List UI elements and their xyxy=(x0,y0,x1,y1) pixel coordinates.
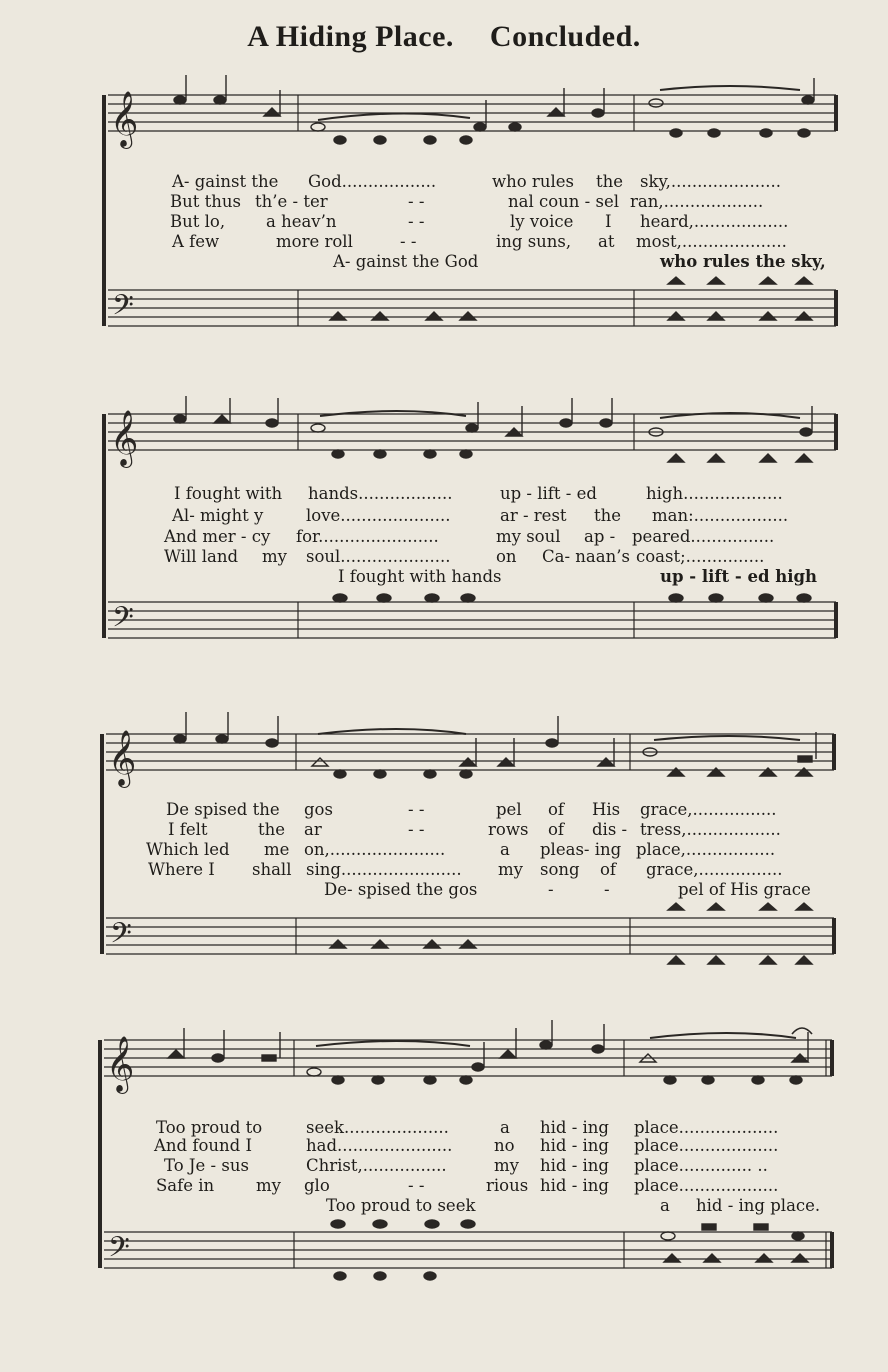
lyric-syllable: And mer - cy xyxy=(164,527,271,546)
lyric-syllable: who rules xyxy=(492,172,574,191)
lyric-syllable: - - xyxy=(408,820,425,839)
lyric-syllable: my soul xyxy=(496,527,561,546)
lyric-syllable: grace,................ xyxy=(646,860,783,879)
lyric-syllable: gos xyxy=(304,800,333,819)
music-system-3 xyxy=(0,704,888,1004)
lyric-syllable: man:.................. xyxy=(652,506,789,525)
lyric-syllable: pel xyxy=(496,800,522,819)
lyric-syllable: - - xyxy=(408,192,425,211)
lyric-syllable: Ca- naan’s xyxy=(542,547,630,566)
music-system-1 xyxy=(0,70,888,370)
lyric-syllable: I xyxy=(605,212,612,231)
lyric-syllable: the xyxy=(596,172,624,191)
lyric-syllable: my xyxy=(262,547,287,566)
lyric-syllable: me xyxy=(264,840,290,859)
lyric-syllable: ap - xyxy=(584,527,616,546)
bass-lyric: - xyxy=(604,880,610,899)
svg-text:𝄞: 𝄞 xyxy=(108,730,137,786)
lyric-syllable: place.............. .. xyxy=(634,1156,768,1175)
lyric-syllable: sky,..................... xyxy=(640,172,781,191)
lyric-syllable: place................... xyxy=(634,1136,779,1155)
lyric-syllable: sing....................... xyxy=(306,860,462,879)
bass-lyric: De- spised the gos xyxy=(324,880,478,899)
lyric-syllable: song xyxy=(540,860,580,879)
lyric-syllable: a heav’n xyxy=(266,212,337,231)
svg-text:𝄢: 𝄢 xyxy=(108,1231,130,1271)
lyric-syllable: But lo, xyxy=(170,212,226,231)
lyric-syllable: Al- might y xyxy=(172,506,264,525)
lyric-syllable: the xyxy=(258,820,286,839)
bass-lyric: up - lift - ed high xyxy=(660,567,818,586)
svg-text:𝄞: 𝄞 xyxy=(110,410,139,466)
bass-lyric: - xyxy=(548,880,554,899)
lyric-syllable: - - xyxy=(400,232,417,251)
lyric-syllable: a xyxy=(500,840,510,859)
svg-text:𝄢: 𝄢 xyxy=(112,601,134,641)
lyric-syllable: most,.................... xyxy=(636,232,787,251)
lyric-syllable: high................... xyxy=(646,484,783,503)
lyric-syllable: at xyxy=(598,232,615,251)
lyric-syllable: my xyxy=(494,1156,519,1175)
bass-lyric: who rules the sky, xyxy=(660,252,826,271)
lyric-syllable: hands.................. xyxy=(308,484,453,503)
bass-lyric: pel of His grace xyxy=(678,880,811,899)
lyric-syllable: on,...................... xyxy=(304,840,446,859)
lyric-syllable: His xyxy=(592,800,621,819)
lyric-syllable: had...................... xyxy=(306,1136,453,1155)
title-suffix: Concluded. xyxy=(489,20,641,53)
lyric-syllable: nal coun - sel xyxy=(508,192,619,211)
svg-text:𝄢: 𝄢 xyxy=(112,289,134,329)
lyric-syllable: for....................... xyxy=(296,527,439,546)
lyric-syllable: a xyxy=(500,1118,510,1137)
lyric-syllable: my xyxy=(256,1176,281,1195)
music-system-4 xyxy=(0,1018,888,1318)
lyric-syllable: tress,.................. xyxy=(640,820,781,839)
title-main: A Hiding Place. xyxy=(247,20,454,53)
lyric-syllable: To Je - sus xyxy=(164,1156,249,1175)
lyric-syllable: And found I xyxy=(154,1136,252,1155)
lyric-syllable: rows xyxy=(488,820,529,839)
lyric-syllable: But thus xyxy=(170,192,241,211)
bass-lyric: I fought with hands xyxy=(338,567,502,586)
lyric-syllable: seek.................... xyxy=(306,1118,449,1137)
bass-lyric: Too proud to seek xyxy=(326,1196,476,1215)
lyric-syllable: soul..................... xyxy=(306,547,451,566)
bass-lyric: hid - ing place. xyxy=(696,1196,821,1215)
lyric-syllable: A- gainst the xyxy=(172,172,279,191)
bass-lyric: a xyxy=(660,1196,670,1215)
lyric-syllable: ran,................... xyxy=(630,192,764,211)
lyric-syllable: of xyxy=(548,800,565,819)
lyric-syllable: Safe in xyxy=(156,1176,215,1195)
lyric-syllable: Which led xyxy=(146,840,230,859)
page-title xyxy=(0,20,888,54)
music-system-2 xyxy=(0,392,888,692)
lyric-syllable: pleas- ing xyxy=(540,840,622,859)
lyric-syllable: of xyxy=(600,860,617,879)
lyric-syllable: I fought with xyxy=(174,484,283,503)
lyric-syllable: Christ,................ xyxy=(306,1156,447,1175)
bass-lyric: A- gainst the God xyxy=(333,252,479,271)
lyric-syllable: glo xyxy=(304,1176,330,1195)
lyric-syllable: place,................. xyxy=(636,840,776,859)
lyric-syllable: Where I xyxy=(148,860,215,879)
lyric-syllable: shall xyxy=(252,860,292,879)
lyric-syllable: heard,.................. xyxy=(640,212,789,231)
lyric-syllable: place................... xyxy=(634,1118,779,1137)
lyric-syllable: I felt xyxy=(168,820,208,839)
lyric-syllable: - - xyxy=(408,800,425,819)
svg-text:𝄞: 𝄞 xyxy=(106,1036,135,1092)
lyric-syllable: peared................ xyxy=(632,527,775,546)
lyric-syllable: my xyxy=(498,860,523,879)
lyric-syllable: ing suns, xyxy=(496,232,572,251)
lyric-syllable: love..................... xyxy=(306,506,451,525)
lyric-syllable: coast;............... xyxy=(636,547,765,566)
lyric-syllable: ar xyxy=(304,820,322,839)
lyric-syllable: rious xyxy=(486,1176,529,1195)
lyric-syllable: hid - ing xyxy=(540,1136,609,1155)
lyric-syllable: more roll xyxy=(276,232,353,251)
lyric-syllable: A few xyxy=(172,232,220,251)
lyric-syllable: hid - ing xyxy=(540,1118,609,1137)
lyric-syllable: God.................. xyxy=(308,172,437,191)
lyric-syllable: Will land xyxy=(164,547,239,566)
lyric-syllable: De spised the xyxy=(166,800,280,819)
lyric-syllable: place................... xyxy=(634,1176,779,1195)
lyric-syllable: the xyxy=(594,506,622,525)
lyric-syllable: - - xyxy=(408,212,425,231)
lyric-syllable: on xyxy=(496,547,517,566)
lyric-syllable: th’e - ter xyxy=(255,192,328,211)
lyric-syllable: - - xyxy=(408,1176,425,1195)
lyric-syllable: Too proud to xyxy=(156,1118,263,1137)
lyric-syllable: dis - xyxy=(592,820,628,839)
lyric-syllable: no xyxy=(494,1136,515,1155)
svg-text:𝄞: 𝄞 xyxy=(110,91,139,147)
lyric-syllable: hid - ing xyxy=(540,1176,609,1195)
lyric-syllable: up - lift - ed xyxy=(500,484,597,503)
lyric-syllable: ar - rest xyxy=(500,506,567,525)
svg-text:𝄢: 𝄢 xyxy=(110,917,132,957)
lyric-syllable: grace,................ xyxy=(640,800,777,819)
lyric-syllable: of xyxy=(548,820,565,839)
lyric-syllable: hid - ing xyxy=(540,1156,609,1175)
lyric-syllable: ly voice xyxy=(510,212,574,231)
